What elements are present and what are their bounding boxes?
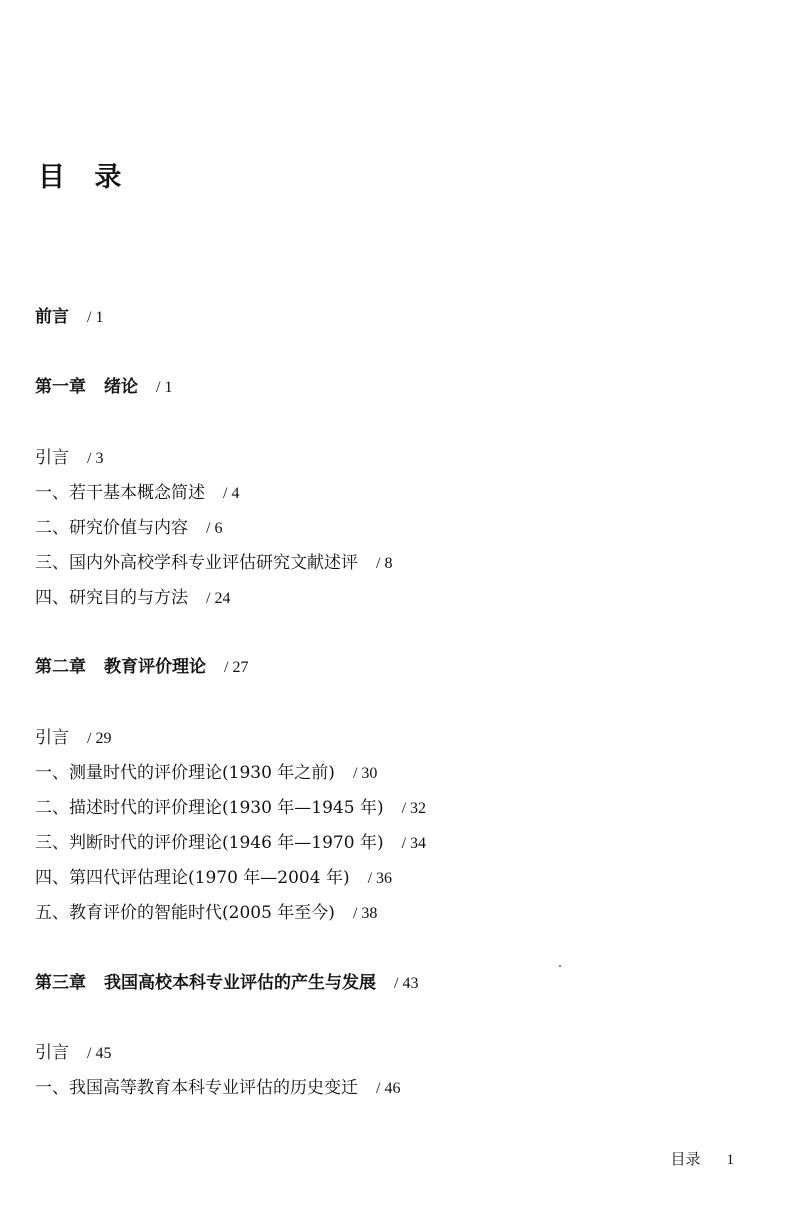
toc-entry-label: 教育评价理论 [104, 657, 206, 677]
toc-page-number: / 45 [87, 1045, 112, 1062]
toc-entry[interactable] [35, 761, 377, 786]
toc-chapter-number: 第三章 [35, 973, 86, 993]
toc-entry[interactable] [35, 446, 103, 471]
folio-page-number: 1 [726, 1152, 734, 1168]
toc-page-number: / 30 [352, 765, 378, 782]
toc-entry-label: 一、测量时代的评价理论(1930 年之前) [35, 763, 335, 783]
toc-entry[interactable] [35, 1076, 400, 1101]
page-title: 目 录 [38, 162, 132, 193]
toc-chapter-1[interactable] [35, 375, 172, 400]
toc-page-number: / 36 [367, 870, 393, 887]
toc-page-number: / 24 [206, 590, 231, 607]
toc-entry-label: 引言 [35, 728, 69, 748]
toc-entry-label: 四、第四代评估理论(1970 年—2004 年) [35, 868, 350, 888]
toc-entry-label: 二、描述时代的评价理论(1930 年—1945 年) [35, 798, 384, 818]
toc-entry-label: 三、国内外高校学科专业评估研究文献述评 [35, 553, 358, 573]
toc-entry-label: 三、判断时代的评价理论(1946 年—1970 年) [35, 833, 384, 853]
toc-page-number: / 32 [401, 800, 427, 817]
toc-chapter-2[interactable] [35, 655, 248, 680]
toc-entry[interactable] [35, 831, 426, 856]
toc-chapter-number: 第一章 [35, 377, 86, 397]
toc-page-number: / 27 [224, 659, 249, 676]
toc-page-number: / 46 [376, 1080, 401, 1097]
toc-entry[interactable] [35, 551, 392, 576]
toc-entry[interactable] [35, 1041, 111, 1066]
toc-entry-label: 五、教育评价的智能时代(2005 年至今) [35, 903, 335, 923]
toc-entry-label: 引言 [35, 1043, 69, 1063]
toc-entry-preface[interactable] [35, 305, 103, 330]
toc-entry[interactable] [35, 901, 377, 926]
toc-page-number: / 38 [352, 905, 378, 922]
toc-entry-label: 前言 [35, 307, 69, 327]
toc-page-number: / 4 [223, 485, 240, 502]
toc-entry-label: 绪论 [104, 377, 138, 397]
toc-page-number: / 34 [401, 835, 427, 852]
toc-page-number: / 6 [206, 520, 223, 537]
toc-entry[interactable] [35, 516, 222, 541]
toc-entry[interactable] [35, 481, 239, 506]
toc-entry-label: 引言 [35, 448, 69, 468]
toc-page-number: / 1 [87, 309, 104, 326]
toc-entry-label: 一、若干基本概念简述 [35, 483, 205, 503]
toc-entry-label: 一、我国高等教育本科专业评估的历史变迁 [35, 1078, 358, 1098]
toc-page-number: / 43 [394, 975, 419, 992]
toc-entry[interactable] [35, 726, 111, 751]
running-head: 目录 [670, 1150, 701, 1168]
scan-speck [559, 965, 561, 967]
toc-entry[interactable] [35, 586, 230, 611]
toc-entry[interactable] [35, 866, 392, 891]
page-footer [670, 1148, 734, 1171]
toc-entry-label: 四、研究目的与方法 [35, 588, 188, 608]
toc-entry-label: 二、研究价值与内容 [35, 518, 188, 538]
toc-entry[interactable] [35, 796, 426, 821]
toc-entry-label: 我国高校本科专业评估的产生与发展 [104, 973, 376, 993]
toc-page-number: / 1 [156, 379, 173, 396]
toc-chapter-3[interactable] [35, 971, 418, 996]
toc-page-number: / 8 [376, 555, 393, 572]
toc-page-number: / 3 [87, 450, 104, 467]
toc-page-number: / 29 [87, 730, 112, 747]
toc-chapter-number: 第二章 [35, 657, 86, 677]
